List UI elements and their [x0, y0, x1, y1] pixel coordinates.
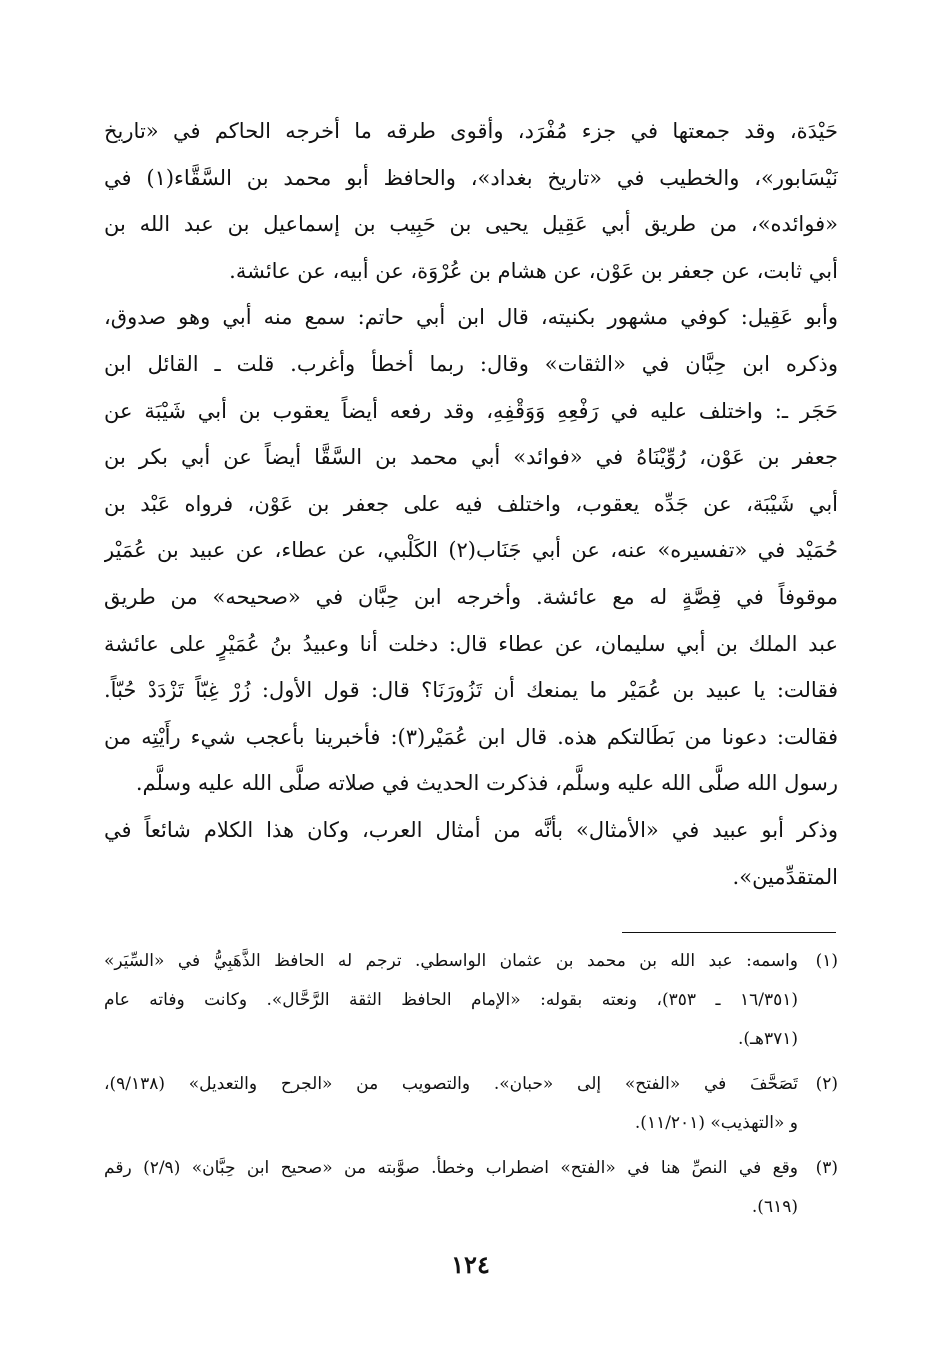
text-line: فقالت: يا عبيد بن عُمَيْر ما يمنعك أن تَزُورَنَا؟ قال: قول الأول: زُرْ غِبّاً تَزْدَدْ حُبّاً.: [104, 678, 838, 703]
text-line: حَجَر ـ: واختلف عليه في رَفْعِهِ وَوَقْفِهِ، وقد رفعه أيضاً يعقوب بن أبي شَيْبَة عن: [104, 398, 838, 423]
text-line: جعفر بن عَوْن، رُوِّيْنَاهُ في «فوائد» أبي محمد بن السَّقَّا أيضاً عن أبي بكر بن: [104, 445, 838, 470]
footnote-line: وقع في النصِّ هنا في «الفتح» اضطراب وخطأ. صوَّبته من «صحيح ابن حِبَّان» (٢/٩) رقم: [104, 1158, 798, 1178]
text-line: وذكره ابن حِبَّان في «الثقات» وقال: ربما أخطأ وأغرب. قلت ـ القائل ابن: [104, 351, 838, 376]
text-line: «فوائده»، من طريق أبي عَقِيل يحيى بن حَبِيب بن إسماعيل بن عبد الله بن: [104, 212, 838, 237]
footnote-1: [104, 942, 838, 1059]
footnote-line: و «التهذيب» (١١/٢٠١).: [634, 1113, 798, 1133]
footnote-line: تَصَحَّفَ في «الفتح» إلى «حبان». والتصويب من «الجرح والتعديل» (٩/١٣٨)،: [104, 1074, 798, 1094]
main-text: [104, 108, 838, 900]
text-line: عبد الملك بن أبي سليمان، عن عطاء قال: دخلت أنا وعبيدُ بنُ عُمَيْرٍ على عائشة: [104, 631, 838, 656]
text-line: حَيْدَة، وقد جمعتها في جزء مُفْرَد، وأقوى طرقه ما أخرجه الحاكم في «تاريخ: [104, 119, 838, 143]
footnote-line: (٣٧١هـ).: [737, 1029, 798, 1049]
text-line: حُمَيْد في «تفسيره» عنه، عن أبي جَنَاب(٢) الكَلْبي، عن عطاء، عن عبيد بن عُمَيْر: [104, 538, 838, 563]
text-line: رسول الله صلَّى الله عليه وسلَّم، فذكرت الحديث في صلاته صلَّى الله عليه وسلَّم.: [135, 771, 838, 796]
footnote-line: (١٦/٣٥١ ـ ٣٥٣)، ونعته بقوله: «الإمام الحافظ الثقة الرَّحَّال». وكانت وفاته عام: [104, 990, 798, 1010]
text-line: فقالت: دعونا من بَطَالتكم هذه. قال ابن عُمَيْر(٣): فأخبرينا بأعجب شيء رأَيْتِه من: [104, 724, 838, 749]
footnote-line: (٦١٩).: [751, 1197, 798, 1217]
text-line: موقوفاً في قِصَّةٍ له مع عائشة. وأخرجه ابن حِبَّان في «صحيحه» من طريق: [104, 584, 838, 609]
text-line: وأبو عَقِيل: كوفي مشهور بكنيته، قال ابن أبي حاتم: سمع منه أبي وهو صدوق،: [104, 305, 838, 330]
footnote-separator: [622, 932, 836, 933]
footnote-3: [104, 1149, 838, 1227]
footnote-2: [104, 1065, 838, 1143]
page-number: ١٢٤: [451, 1250, 490, 1279]
text-line: المتقدِّمين».: [732, 864, 838, 889]
text-line: وذكر أبو عبيد في «الأمثال» بأنَّه من أمثال العرب، وكان هذا الكلام شائعاً في: [104, 817, 838, 842]
text-line: أبي شَيْبَة، عن جَدِّه يعقوب، واختلف فيه على جعفر بن عَوْن، فرواه عَبْد بن: [104, 491, 838, 516]
text-line: أبي ثابت، عن جعفر بن عَوْن، عن هشام بن عُرْوَة، عن أبيه، عن عائشة.: [229, 258, 838, 283]
footnotes: [104, 942, 838, 1233]
footnote-number: (٣): [815, 1158, 838, 1178]
footnote-line: واسمه: عبد الله بن محمد بن عثمان الواسطي. ترجم له الحافظ الذَّهَبِيُّ في «السِّيَر»: [104, 951, 798, 971]
footnote-number: (١): [815, 951, 838, 971]
text-line: نَيْسَابور»، والخطيب في «تاريخ بغداد»، والحافظ أبو محمد بن السَّقَّاء(١) في: [104, 165, 838, 190]
footnote-number: (٢): [815, 1074, 838, 1094]
